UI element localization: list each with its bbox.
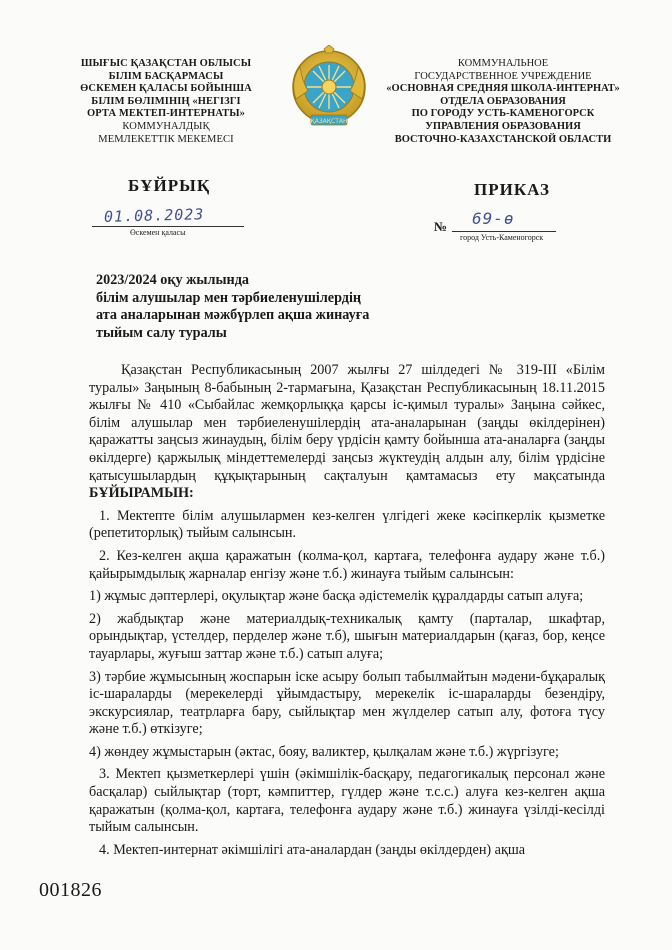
header-left-line: КОММУНАЛДЫҚ — [122, 120, 210, 132]
order-item-2: 2. Кез-келген ақша қаражатын (колма-қол, картаға, телефонға аудару және т.б.) қайырымдылық жарналар енгізу және т.б.) жинауға тыйым салынсын: — [89, 547, 605, 582]
subject-line: 2023/2024 оқу жылында — [96, 272, 249, 288]
document-serial-number: 001826 — [39, 879, 102, 901]
header-right-line: «ОСНОВНАЯ СРЕДНЯЯ ШКОЛА-ИНТЕРНАТ» — [386, 83, 620, 95]
order-item-4: 4. Мектеп-интернат әкімшілігі ата-аналардан (заңды өкілдерден) ақша — [99, 841, 526, 858]
order-subitem-3: 3) тәрбие жұмысының жоспарын іске асыру болып табылмайтын мәдени-бұқаралық іс-шараларды (мерекелерді ұйымдастыру, мерекелік іс-шараларды безендіру, экскурсиялар, театрларға бару, сыйлықтар мен жүлделер сатып алу, фотоға түсу және т.б.) өткізуге; — [89, 668, 605, 738]
header-left-kz — [62, 58, 270, 146]
number-underline — [452, 231, 556, 232]
order-subject — [96, 272, 416, 342]
order-subitem-1: 1) жұмыс дәптерлері, оқулықтар және басқа әдістемелік құралдарды сатып алуға; — [89, 588, 584, 605]
order-subitem-4: 4) жөндеу жұмыстарын (әктас, бояу, валиктер, қылқалам және т.б.) жүргізуге; — [89, 743, 559, 760]
header-right-line: ПО ГОРОДУ УСТЬ-КАМЕНОГОРСК — [411, 108, 595, 120]
title-kz: БҰЙРЫҚ — [128, 176, 211, 195]
subject-line: тыйым салу туралы — [96, 324, 227, 341]
header-left-line: ӨСКЕМЕН ҚАЛАСЫ БОЙЫНША — [80, 83, 252, 95]
date-handwritten: 01.08.2023 — [103, 205, 205, 226]
intro-text: Қазақстан Республикасының 2007 жылғы 27 шілдедегі № 319-III «Білім туралы» Заңының 8-бабының 2-тармағына, Қазақстан Республикасының 18.11.2015 жылғы № 410 «Сыбайлас жемқорлыққа қарсы іс-қимыл туралы» Заңына сәйкес, білім алушылар мен тәрбиеленушілердің ата-аналарынан (заңды өкілдерінен) қаражатты заңсыз жинаудың, білім беру үрдісін қамту бойынша ата-аналарға (заңды өкілдерге) қаржылық міндеттемелерді заңсыз жүктеудің алдын алу, білім үрдісіне қатысушылардың құқықтарының сақталуын қамтамасыз ету мақсатында — [89, 362, 605, 484]
header-right-line: ОТДЕЛА ОБРАЗОВАНИЯ — [440, 95, 566, 107]
kazakhstan-state-emblem-icon — [286, 45, 372, 131]
intro-emphasis: БҰЙЫРАМЫН: — [89, 485, 194, 502]
subject-line: ата аналарынан мәжбүрлеп ақша жинауға — [96, 307, 370, 324]
header-right-line: ГОСУДАРСТВЕННОЕ УЧРЕЖДЕНИЕ — [414, 70, 592, 82]
intro-paragraph — [89, 362, 605, 503]
header-right-line: ВОСТОЧНО-КАЗАХСТАНСКОЙ ОБЛАСТИ — [394, 133, 612, 145]
header-left-line: ОРТА МЕКТЕП-ИНТЕРНАТЫ» — [87, 108, 245, 120]
order-item-1: 1. Мектепте білім алушылармен кез-келген үлгідегі жеке кәсіпкерлік қызметке (репетиторлық) тыйым салынсын. — [89, 507, 605, 542]
subject-line: білім алушылар мен тәрбиеленушілердің — [96, 289, 362, 306]
order-item-3: 3. Мектеп қызметкерлері үшін (әкімшілік-басқару, педагогикалық персонал және басқалар) сыйлықтар (торт, кәмпиттер, гүлдер және т.с.с.) алуға кез-келген ақша қаражатын (қолма-қол, картаға, телефонға аудару және т.б.) жинауға үзілді-кесілді тыйым салынсын. — [89, 766, 605, 836]
header-left-line: ШЫҒЫС ҚАЗАҚСТАН ОБЛЫСЫ — [80, 58, 252, 69]
header-left-line: БІЛІМ БӨЛІМІНІҢ «НЕГІЗГІ — [91, 95, 241, 107]
order-subitem-2: 2) жабдықтар және материалдық-техникалық қамту (парталар, шкафтар, орындықтар, үстелдер, перделер және т.б), шығын материалдарын (қағаз, бор, кеңсе тауарлары, жуғыш заттар және т.б.) сатып алуға; — [89, 610, 605, 662]
emblem-text: ҚАЗАҚСТАН — [310, 118, 348, 125]
header-right-line: УПРАВЛЕНИЯ ОБРАЗОВАНИЯ — [425, 120, 581, 132]
number-sign: № — [434, 219, 448, 234]
city-ru: город Усть-Каменогорск — [460, 233, 544, 242]
date-underline — [92, 226, 244, 227]
number-handwritten: 69-ө — [472, 209, 515, 228]
header-left-line: МЕМЛЕКЕТТІК МЕКЕМЕСІ — [98, 133, 234, 145]
header-left-line: БІЛІМ БАСҚАРМАСЫ — [108, 70, 224, 82]
header-right-ru — [382, 58, 624, 146]
city-kz: Өскемен қаласы — [130, 228, 186, 237]
order-body — [89, 362, 605, 864]
header-right-line: КОММУНАЛЬНОЕ — [457, 58, 549, 69]
title-ru: ПРИКАЗ — [474, 180, 550, 199]
